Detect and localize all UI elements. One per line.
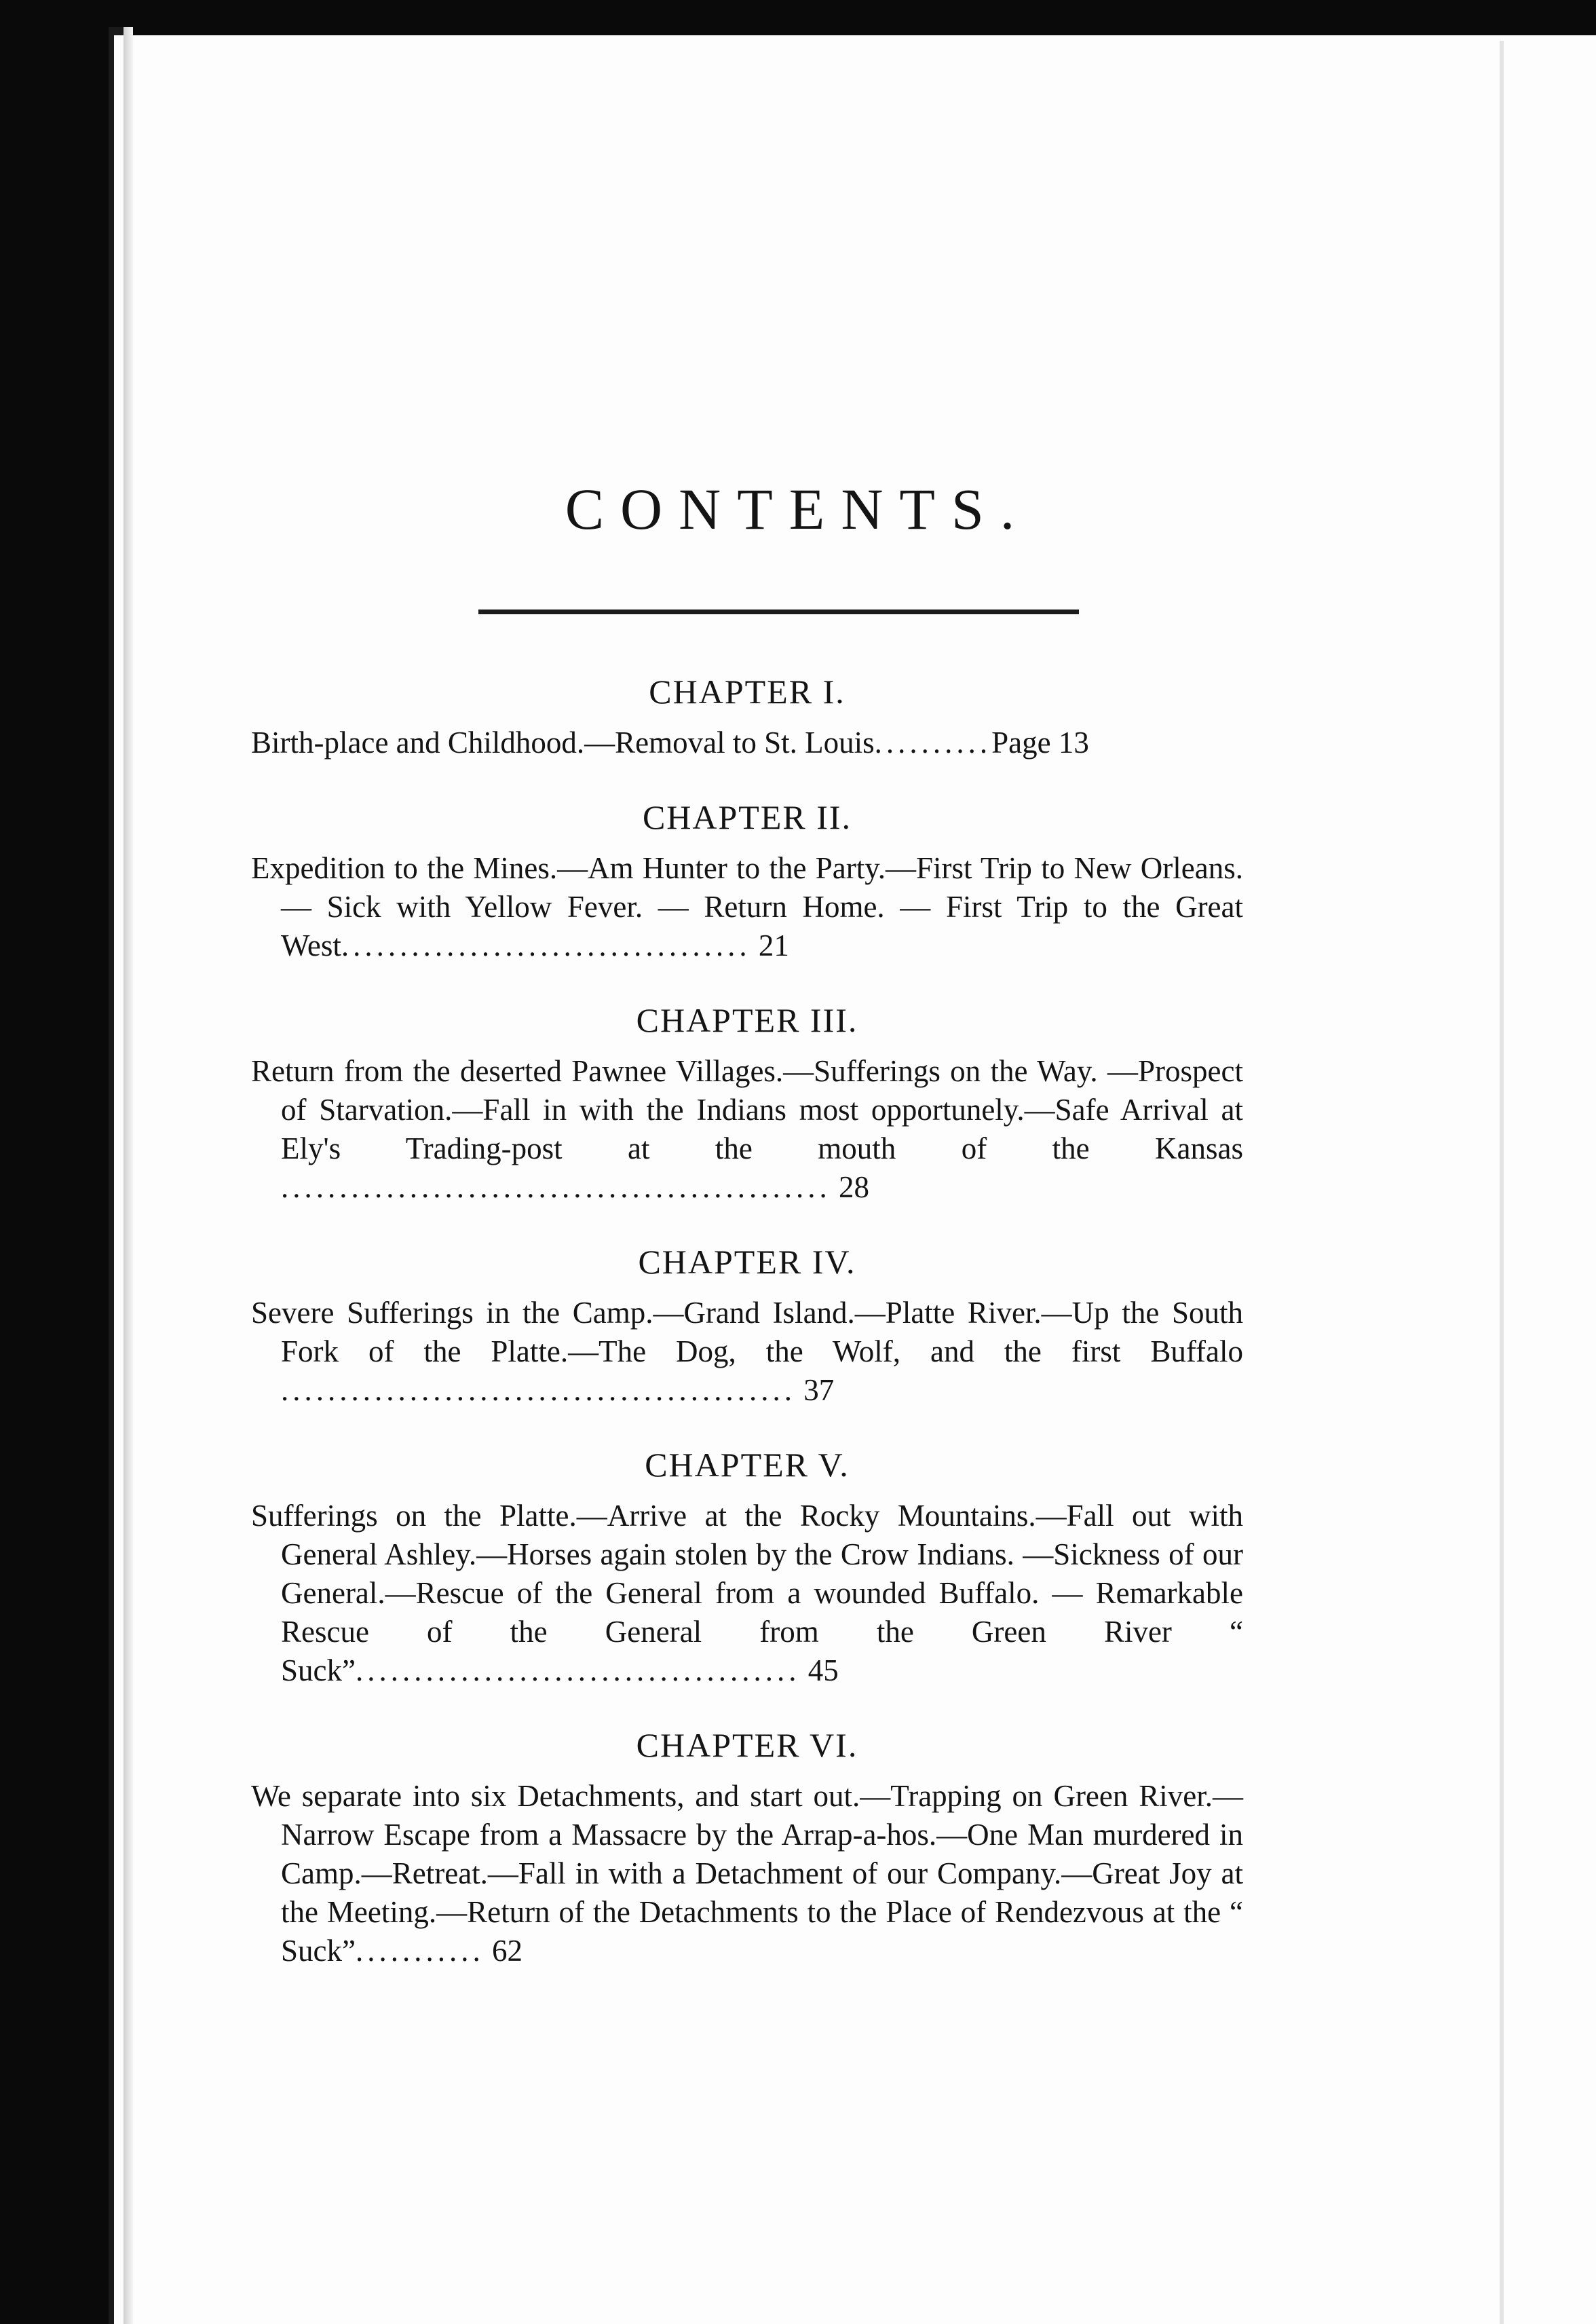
chapter-entry [251, 798, 1243, 965]
dot-leader: ................................... [341, 929, 751, 962]
page-fore-edge [1500, 41, 1504, 2324]
dot-leader: ...................................... [355, 1653, 801, 1687]
page-number: 21 [758, 929, 789, 962]
chapter-summary-text: Return from the deserted Pawnee Villages.—Sufferings on the Way. —Prospect of Starvation.—Fall in with the Indians most opportunely.—Safe Arrival at Ely's Trading-post at the mouth of the Kansas [251, 1054, 1243, 1165]
page-number: 28 [839, 1170, 869, 1204]
chapter-summary-text: Severe Sufferings in the Camp.—Grand Island.—Platte River.—Up the South Fork of the Platte.—The Dog, the Wolf, and the first Buffalo [251, 1296, 1243, 1368]
page-number: 62 [491, 1934, 522, 1968]
chapter-summary-text: Sufferings on the Platte.—Arrive at the Rocky Mountains.—Fall out with General Ashley.—Horses again stolen by the Crow Indians. —Sickness of our General.—Rescue of the General from a wounded Buffalo. — Remarkable Rescue of the General from the Green River “ Suck” [251, 1499, 1243, 1687]
page-gutter-shadow [124, 27, 133, 2324]
contents-list [251, 672, 1243, 2006]
dot-leader: ............................................ [281, 1373, 796, 1407]
chapter-entry [251, 1725, 1243, 1970]
chapter-summary [251, 1777, 1243, 1970]
page-number: 37 [803, 1373, 835, 1407]
chapter-summary-text: Expedition to the Mines.—Am Hunter to the Party.—First Trip to New Orleans. — Sick with Yellow Fever. — Return Home. — First Trip to the Great West [251, 851, 1243, 962]
title-rule [478, 610, 1079, 614]
chapter-summary [251, 1497, 1243, 1690]
chapter-heading: CHAPTER III. [636, 1001, 858, 1039]
chapter-summary-text: Birth-place and Childhood.—Removal to St. Louis [251, 726, 875, 760]
chapter-summary-text: We separate into six Detachments, and start out.—Trapping on Green River.—Narrow Escape from a Massacre by the Arrap-a-hos.—One Man murdered in Camp.—Retreat.—Fall in with a Detachment of our Company.—Great Joy at the Meeting.—Return of the Detachments to the Place of Rendezvous at the “ Suck” [251, 1779, 1243, 1968]
chapter-entry [251, 1445, 1243, 1690]
chapter-entry [251, 1242, 1243, 1410]
scan-top-border [109, 0, 1596, 37]
chapter-summary [251, 724, 1243, 762]
chapter-heading: CHAPTER V. [645, 1446, 850, 1484]
page-number: Page 13 [991, 726, 1089, 760]
chapter-summary [251, 849, 1243, 965]
dot-leader: ........... [355, 1934, 484, 1968]
chapter-entry [251, 672, 1243, 762]
chapter-heading: CHAPTER VI. [636, 1726, 858, 1764]
chapter-entry [251, 1000, 1243, 1207]
page-title: CONTENTS. [565, 476, 1031, 542]
chapter-heading: CHAPTER I. [649, 673, 846, 711]
page-number: 45 [808, 1653, 839, 1687]
chapter-summary [251, 1294, 1243, 1410]
chapter-heading: CHAPTER IV. [638, 1243, 856, 1281]
dot-leader: .......... [874, 726, 992, 760]
chapter-heading: CHAPTER II. [642, 798, 852, 836]
chapter-summary [251, 1052, 1243, 1207]
dot-leader: ............................................... [281, 1170, 831, 1204]
